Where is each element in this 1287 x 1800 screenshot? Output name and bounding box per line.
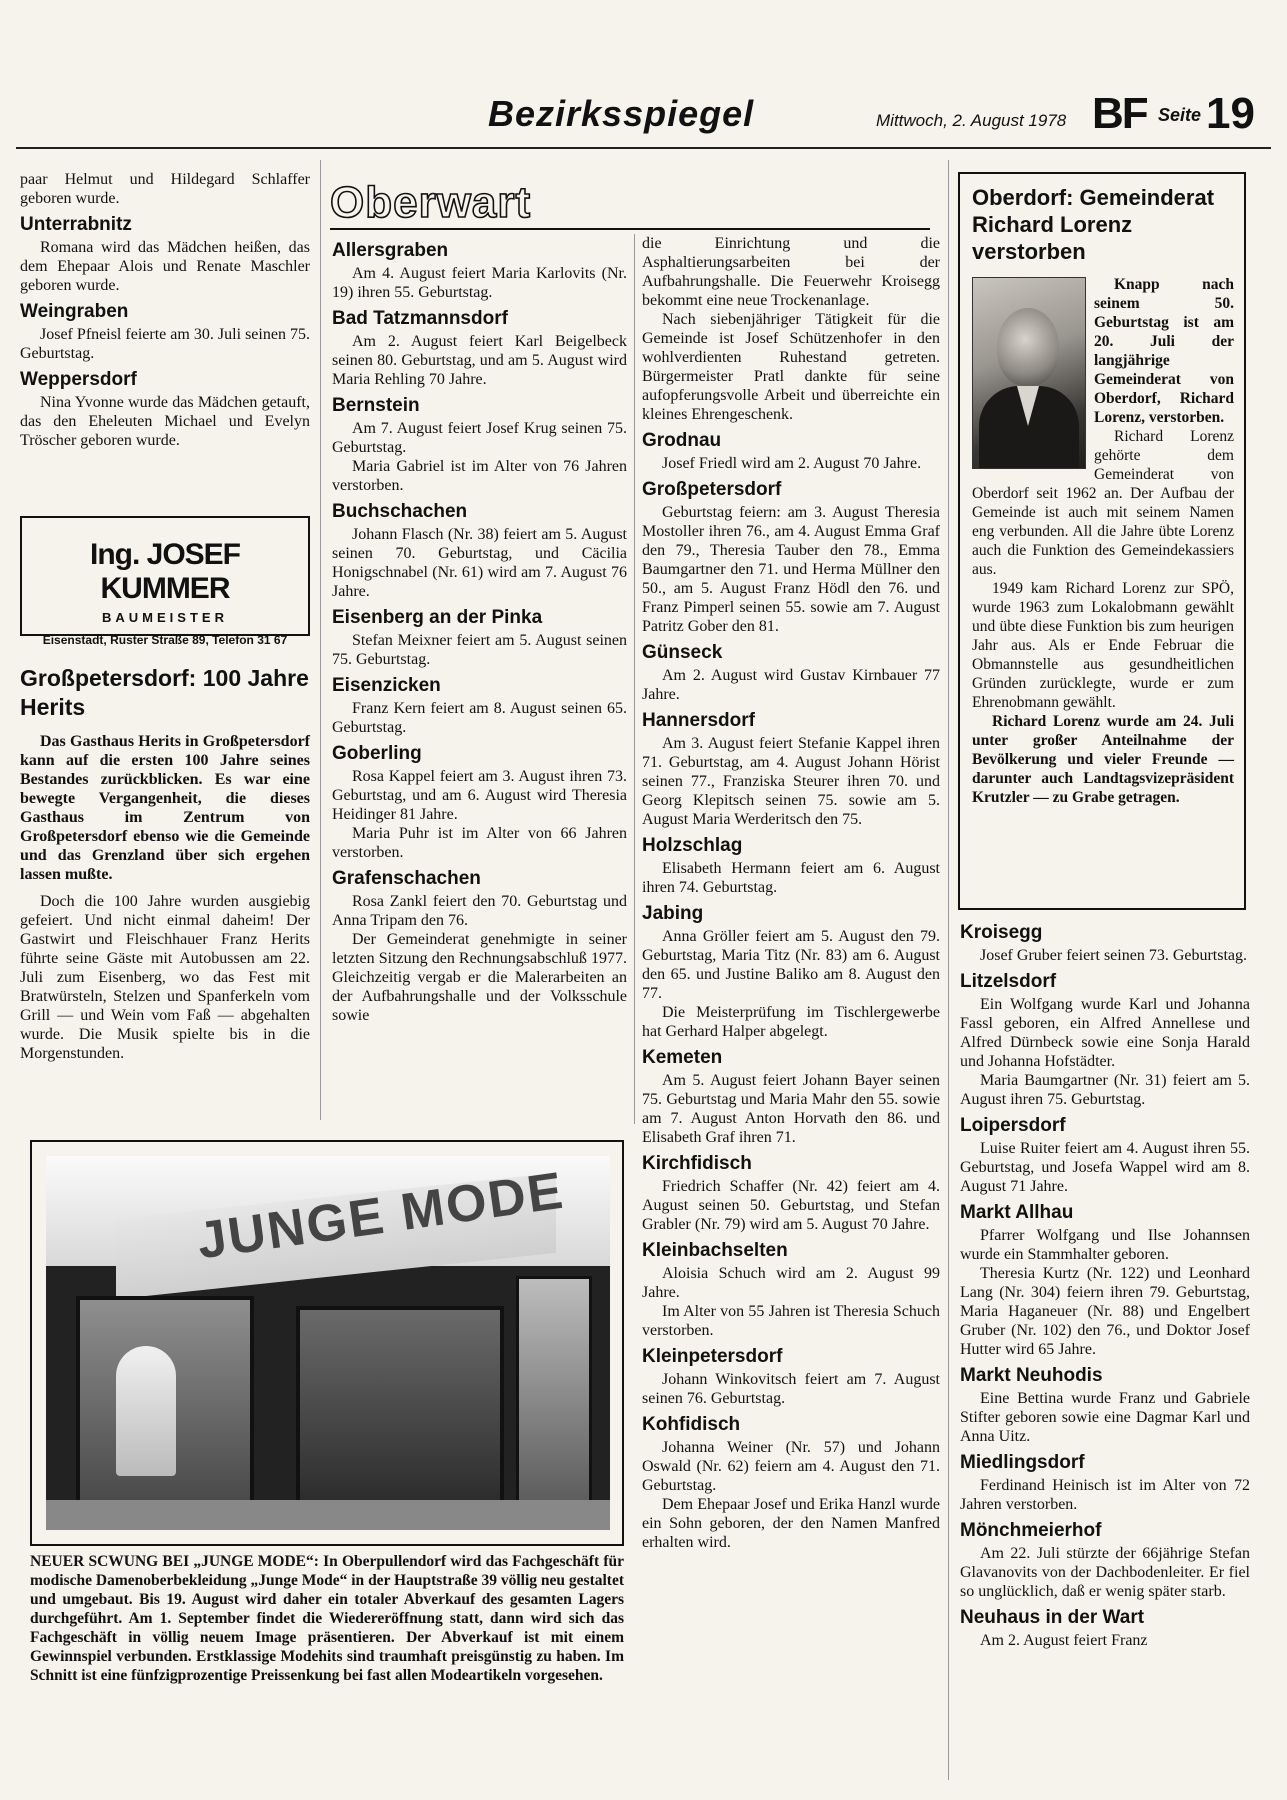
article-text: Ferdinand Heinisch ist im Alter von 72 Jahren verstorben. bbox=[960, 1477, 1250, 1513]
place-heading: Kleinbachselten bbox=[642, 1240, 788, 1261]
article-text: Ein Wolfgang wurde Karl und Johanna Fassl geboren, ein Alfred Annellese und Alfred Dürnbeck sowie eine Sonja Harald und Johanna Hofstädter. bbox=[960, 996, 1250, 1070]
article-text: Aloisia Schuch wird am 2. August 99 Jahre. bbox=[642, 1265, 940, 1301]
article-text: Am 2. August feiert Franz bbox=[980, 1632, 1148, 1649]
photo-floor bbox=[46, 1500, 610, 1530]
article-text: Am 7. August feiert Josef Krug seinen 75. Geburtstag. bbox=[332, 420, 627, 456]
article-text: Eine Bettina wurde Franz und Gabriele Stifter geboren sowie eine Dagmar Karl und Anna Uitz. bbox=[960, 1390, 1250, 1445]
article-text: Richard Lorenz gehörte dem Gemeinderat von Oberdorf seit 1962 an. Der Aufbau der Gemeinde ist auch mit seinem Namen eng verbunden. All die Jahre übte Lorenz auch die Funktion des Gemeindekassiers aus. bbox=[972, 428, 1234, 578]
place-heading: Mönchmeierhof bbox=[960, 1520, 1102, 1541]
page-number: 19 bbox=[1206, 89, 1255, 138]
place-heading: Kleinpetersdorf bbox=[642, 1346, 783, 1367]
article-text: die Einrichtung und die Asphaltierungsarbeiten bei der Aufbahrungshalle. Die Feuerwehr Kroisegg bekommt eine neue Trockenanlage. bbox=[642, 235, 940, 309]
header-rule bbox=[16, 147, 1271, 149]
article-text: Theresia Kurtz (Nr. 122) und Leonhard Lang (Nr. 304) feiern ihren 79. Geburtstag, Maria Haganeuer (Nr. 88) und Engelbert Gruber (Nr. 102) den 76., und Doktor Josef Hutter wird 65 Jahre. bbox=[960, 1265, 1250, 1358]
article-text: Friedrich Schaffer (Nr. 42) feiert am 4. August seinen 50. Geburtstag, und Stefan Grabler (Nr. 79) wird am 5. August 70 Jahre. bbox=[642, 1178, 940, 1233]
article-text: Doch die 100 Jahre wurden ausgiebig gefeiert. Und nicht einmal daheim! Der Gastwirt und Fleischhauer Franz Herits führte seine Gäste mit Autobussen am 22. Juli zum Eisenberg, wo das Fest mit Bratwürsteln, Stelzen und Spanferkeln vom Grill — und Wein vom Faß — abgehalten wurde. Die Musik spielte bis in die Morgenstunden. bbox=[20, 893, 310, 1062]
place-heading: Holzschlag bbox=[642, 835, 743, 856]
article-text: Maria Baumgartner (Nr. 31) feiert am 5. August ihren 75. Geburtstag. bbox=[960, 1072, 1250, 1108]
article-text: Johann Winkovitsch feiert am 7. August seinen 76. Geburtstag. bbox=[642, 1371, 940, 1407]
column-3 bbox=[642, 234, 940, 1552]
column-divider bbox=[634, 234, 635, 1124]
place-heading: Eisenzicken bbox=[332, 675, 441, 696]
place-heading: Allersgraben bbox=[332, 240, 449, 261]
article-text: Rosa Kappel feiert am 3. August ihren 73. Geburtstag, und am 6. August wird Theresia Heidinger 81 Jahre. bbox=[332, 768, 627, 823]
article-text: Am 2. August wird Gustav Kirnbauer 77 Jahre. bbox=[642, 667, 940, 703]
advertisement-kummer bbox=[20, 516, 310, 647]
portrait-head bbox=[997, 308, 1059, 386]
place-heading: Günseck bbox=[642, 642, 723, 663]
issue-date: Mittwoch, 2. August 1978 bbox=[876, 111, 1067, 130]
masthead bbox=[0, 85, 1287, 145]
place-heading: Unterrabnitz bbox=[20, 214, 132, 235]
article-text: Franz Kern feiert am 8. August seinen 65. Geburtstag. bbox=[332, 700, 627, 736]
article-herits bbox=[20, 664, 310, 1063]
place-heading: Kirchfidisch bbox=[642, 1153, 752, 1174]
place-heading: Weppersdorf bbox=[20, 369, 137, 390]
article-text: Josef Pfneisl feierte am 30. Juli seinen 75. Geburtstag. bbox=[20, 326, 310, 362]
article-text: Nina Yvonne wurde das Mädchen getauft, das den Eheleuten Michael und Evelyn Tröscher geboren wurde. bbox=[20, 394, 310, 449]
article-text: Die Meisterprüfung im Tischlergewerbe hat Gerhard Halper abgelegt. bbox=[642, 1004, 940, 1040]
page-label: Seite bbox=[1158, 105, 1202, 125]
place-heading: Markt Allhau bbox=[960, 1202, 1074, 1223]
place-heading: Hannersdorf bbox=[642, 710, 755, 731]
place-heading: Markt Neuhodis bbox=[960, 1365, 1103, 1386]
place-heading: Großpetersdorf bbox=[642, 479, 782, 500]
shop-sign-text: JUNGE MODE bbox=[193, 1161, 568, 1271]
article-text: Maria Puhr ist im Alter von 66 Jahren verstorben. bbox=[332, 825, 627, 861]
article-text: Der Gemeinderat genehmigte in seiner letzten Sitzung den Rechnungsabschluß 1977. Gleichzeitig vergab er die Malerarbeiten an der Aufbahrungshalle und der Volksschule sowie bbox=[332, 931, 627, 1024]
article-lead: Knapp nach seinem 50. Geburtstag ist am 20. Juli der langjährige Gemeinderat von Oberdorf, Richard Lorenz, verstorben. bbox=[1094, 276, 1234, 426]
place-heading: Grafenschachen bbox=[332, 868, 481, 889]
ad-company-name: Ing. JOSEF KUMMER bbox=[89, 538, 241, 605]
article-text: Im Alter von 55 Jahren ist Theresia Schuch verstorben. bbox=[642, 1303, 940, 1339]
article-text: 1949 kam Richard Lorenz zur SPÖ, wurde 1963 zum Lokalobmann gewählt und übte diese Funktion bis zum heurigen Jahr aus. Als er Ende Februar die Obmannstelle aus gesundheitlichen Gründen zurücklegte, wurde er zum Ehrenobmann gewählt. bbox=[972, 580, 1234, 711]
place-heading: Kemeten bbox=[642, 1047, 723, 1068]
district-rule bbox=[330, 228, 930, 230]
article-text: Am 2. August feiert Karl Beigelbeck seinen 80. Geburtstag, und am 5. August wird Maria Rehling 70 Jahre. bbox=[332, 333, 627, 388]
shop-door bbox=[516, 1276, 592, 1522]
article-text: paar Helmut und Hildegard Schlaffer geboren wurde. bbox=[20, 171, 310, 207]
article-headline: Oberdorf: Gemeinderat Richard Lorenz verstorben bbox=[972, 185, 1215, 264]
article-text: Nach siebenjähriger Tätigkeit für die Gemeinde ist Josef Schützenhofer in den wohlverdienten Ruhestand getreten. Bürgermeister Pratl dankte für seine aufopferungsvolle Arbeit und überreichte ein kleines Ehrengeschenk. bbox=[642, 311, 940, 423]
article-text: Maria Gabriel ist im Alter von 76 Jahren verstorben. bbox=[332, 458, 627, 494]
article-text: Rosa Zankl feiert den 70. Geburtstag und Anna Tripam den 76. bbox=[332, 893, 627, 929]
section-title: Bezirksspiegel bbox=[488, 93, 755, 134]
place-heading: Grodnau bbox=[642, 430, 722, 451]
article-text: Romana wird das Mädchen heißen, das dem Ehepaar Alois und Renate Maschler geboren wurde. bbox=[20, 239, 310, 294]
article-text: Am 3. August feiert Stefanie Kappel ihren 71. Geburtstag, am 4. August Johann Hörist seinen 77., Franziska Steurer ihren 70. und Georg Klepitsch seinen 75. sowie am 5. August Maria Werderitsch den 75. bbox=[642, 735, 940, 828]
article-text: Josef Friedl wird am 2. August 70 Jahre. bbox=[662, 455, 922, 472]
place-heading: Buchschachen bbox=[332, 501, 468, 522]
article-text: Richard Lorenz wurde am 24. Juli unter großer Anteilnahme der Bevölkerung und vieler Freunde — darunter auch Landtagsvizepräsident Krutzler — zu Grabe getragen. bbox=[972, 713, 1234, 806]
newspaper-logo: BF bbox=[1092, 89, 1147, 138]
column-divider bbox=[320, 160, 321, 1120]
place-heading: Bernstein bbox=[332, 395, 420, 416]
place-heading: Kroisegg bbox=[960, 922, 1043, 943]
article-text: Dem Ehepaar Josef und Erika Hanzl wurde ein Sohn geboren, der den Namen Manfred erhalten wird. bbox=[642, 1496, 940, 1551]
article-text: Stefan Meixner feiert am 5. August seinen 75. Geburtstag. bbox=[332, 632, 627, 668]
portrait-photo bbox=[972, 277, 1086, 469]
article-text: Josef Gruber feiert seinen 73. Geburtstag. bbox=[980, 947, 1248, 964]
article-lead: Das Gasthaus Herits in Großpetersdorf kann auf die ersten 100 Jahre seines Bestandes zurückblicken. Es war eine bewegte Vergangenheit, die dieses Gasthaus im Zentrum von Großpetersdorf ebenso wie die Gemeinde und das Grenzland über sich ergehen lassen mußte. bbox=[20, 733, 310, 883]
column-divider bbox=[948, 160, 949, 1780]
place-heading: Eisenberg an der Pinka bbox=[332, 607, 543, 628]
obituary-box bbox=[958, 172, 1246, 910]
ad-address: Eisenstadt, Ruster Straße 89, Telefon 31 67 bbox=[42, 633, 288, 647]
article-text: Anna Gröller feiert am 5. August den 79. Geburtstag, Maria Titz (Nr. 83) am 6. August den 65. und Justine Baliko am 8. August den 77. bbox=[642, 928, 940, 1002]
article-text: Johanna Weiner (Nr. 57) und Johann Oswald (Nr. 62) feiern am 4. August den 71. Geburtstag. bbox=[642, 1439, 940, 1494]
column-4 bbox=[960, 916, 1250, 1650]
place-heading: Neuhaus in der Wart bbox=[960, 1607, 1145, 1628]
article-text: Am 5. August feiert Johann Bayer seinen 75. Geburtstag und Maria Mahr den 55. sowie am 7. August Anton Horvath den 86. und Elisabeth Graf ihren 71. bbox=[642, 1072, 940, 1146]
shop-photo bbox=[46, 1156, 610, 1530]
article-text: Geburtstag feiern: am 3. August Theresia Mostoller ihren 76., am 4. August Emma Graf den 79., Theresia Tauber den 78., Emma Baumgartner den 71. und Herma Müllner den 50., am 5. August Franz Hödl den 76. und Franz Pimperl seinen 55. sowie am 7. August Patritz Gober den 81. bbox=[642, 504, 940, 635]
shop-photo-frame bbox=[30, 1140, 624, 1546]
place-heading: Litzelsdorf bbox=[960, 971, 1057, 992]
place-heading: Goberling bbox=[332, 743, 422, 764]
article-text: Am 22. Juli stürzte der 66jährige Stefan Glavanovits von der Dachbodenleiter. Er fiel so unglücklich, daß er wenig später starb. bbox=[960, 1545, 1250, 1600]
article-text: Elisabeth Hermann feiert am 6. August ihren 74. Geburtstag. bbox=[642, 860, 940, 896]
article-text: Johann Flasch (Nr. 38) feiert am 5. August seinen 70. Geburtstag, und Cäcilia Honigschnabel (Nr. 61) wird am 7. August 76 Jahre. bbox=[332, 526, 627, 600]
shop-window bbox=[296, 1306, 504, 1504]
place-heading: Bad Tatzmannsdorf bbox=[332, 308, 508, 329]
district-title: Oberwart bbox=[330, 178, 532, 227]
article-text: Luise Ruiter feiert am 4. August ihren 55. Geburtstag, und Josefa Wappel wird am 8. August 71 Jahre. bbox=[960, 1140, 1250, 1195]
place-heading: Jabing bbox=[642, 903, 704, 924]
ad-profession: BAUMEISTER bbox=[102, 610, 228, 625]
place-heading: Miedlingsdorf bbox=[960, 1452, 1085, 1473]
mannequin-dress bbox=[116, 1346, 176, 1476]
place-heading: Kohfidisch bbox=[642, 1414, 741, 1435]
article-headline: Großpetersdorf: 100 Jahre Herits bbox=[20, 665, 309, 720]
photo-caption: NEUER SCWUNG BEI „JUNGE MODE“: In Oberpullendorf wird das Fachgeschäft für modische Damenoberbekleidung „Junge Mode“ in der Hauptstraße 39 völlig neu gestaltet und umgebaut. Bis 19. August wird daher ein totaler Abverkauf des gesamten Lagers durchgeführt. Am 1. September findet die Wiedereröffnung statt, dann wird sich das Fachgeschäft in völlig neuem Image präsentieren. Der Abverkauf ist mit einem Gewinnspiel verbunden. Erstklassige Modehits sind traumhaft preisgünstig zu haben. Im Schnitt ist eine fünfzigprozentige Preissenkung bei fast allen Modeartikeln vorgesehen. bbox=[30, 1553, 624, 1684]
column-1 bbox=[20, 170, 310, 450]
place-heading: Loipersdorf bbox=[960, 1115, 1066, 1136]
article-text: Pfarrer Wolfgang und Ilse Johannsen wurde ein Stammhalter geboren. bbox=[960, 1227, 1250, 1263]
place-heading: Weingraben bbox=[20, 301, 129, 322]
column-2 bbox=[332, 234, 627, 1025]
article-text: Am 4. August feiert Maria Karlovits (Nr. 19) ihren 55. Geburtstag. bbox=[332, 265, 627, 301]
